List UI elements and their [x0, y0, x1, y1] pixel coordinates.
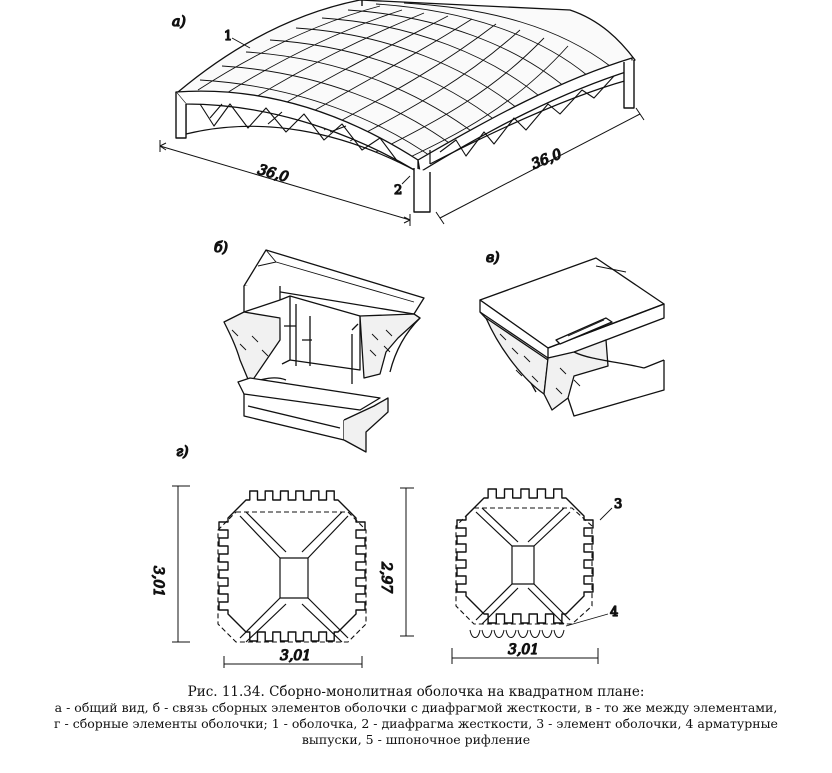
rebar-outlets [470, 630, 564, 638]
panel-b-joint [214, 240, 424, 452]
plan-right-dim-vertical: 2,97 [378, 562, 394, 594]
plan-left [150, 486, 366, 668]
caption-title: Рис. 11.34. Сборно-монолитная оболочка на квадратном плане: [187, 684, 645, 700]
plan-left-dim-vertical: 3,01 [150, 566, 166, 598]
plan-right [378, 488, 622, 664]
panel-v-joint [480, 250, 664, 416]
callout-3: 3 [614, 497, 623, 512]
panel-a-shell-view [160, 0, 644, 226]
caption-line-1: а - общий вид, б - связь сборных элементов оболочки с диафрагмой жесткости, в - то же между элементами, [54, 700, 778, 715]
callout-4: 4 [610, 605, 619, 620]
panel-b-label: б) [214, 240, 229, 256]
panel-a-label: а) [172, 14, 186, 30]
dimension-front: 36,0 [255, 161, 291, 186]
figure-caption [8, 684, 824, 748]
plan-right-dim-horizontal: 3,01 [508, 642, 540, 658]
panel-g-label: г) [176, 444, 189, 460]
callout-1: 1 [224, 29, 233, 44]
panel-v-label: в) [486, 250, 500, 266]
caption-line-3: выпуски, 5 - шпоночное рифление [301, 732, 531, 747]
plan-left-outline [219, 491, 365, 641]
dimension-side: 36,0 [529, 146, 565, 173]
caption-line-2: г - сборные элементы оболочки; 1 - оболочка, 2 - диафрагма жесткости, 3 - элемент оболочки, 4 арматурные [54, 716, 778, 731]
plan-left-dim-horizontal: 3,01 [280, 648, 312, 664]
callout-2: 2 [394, 183, 403, 198]
